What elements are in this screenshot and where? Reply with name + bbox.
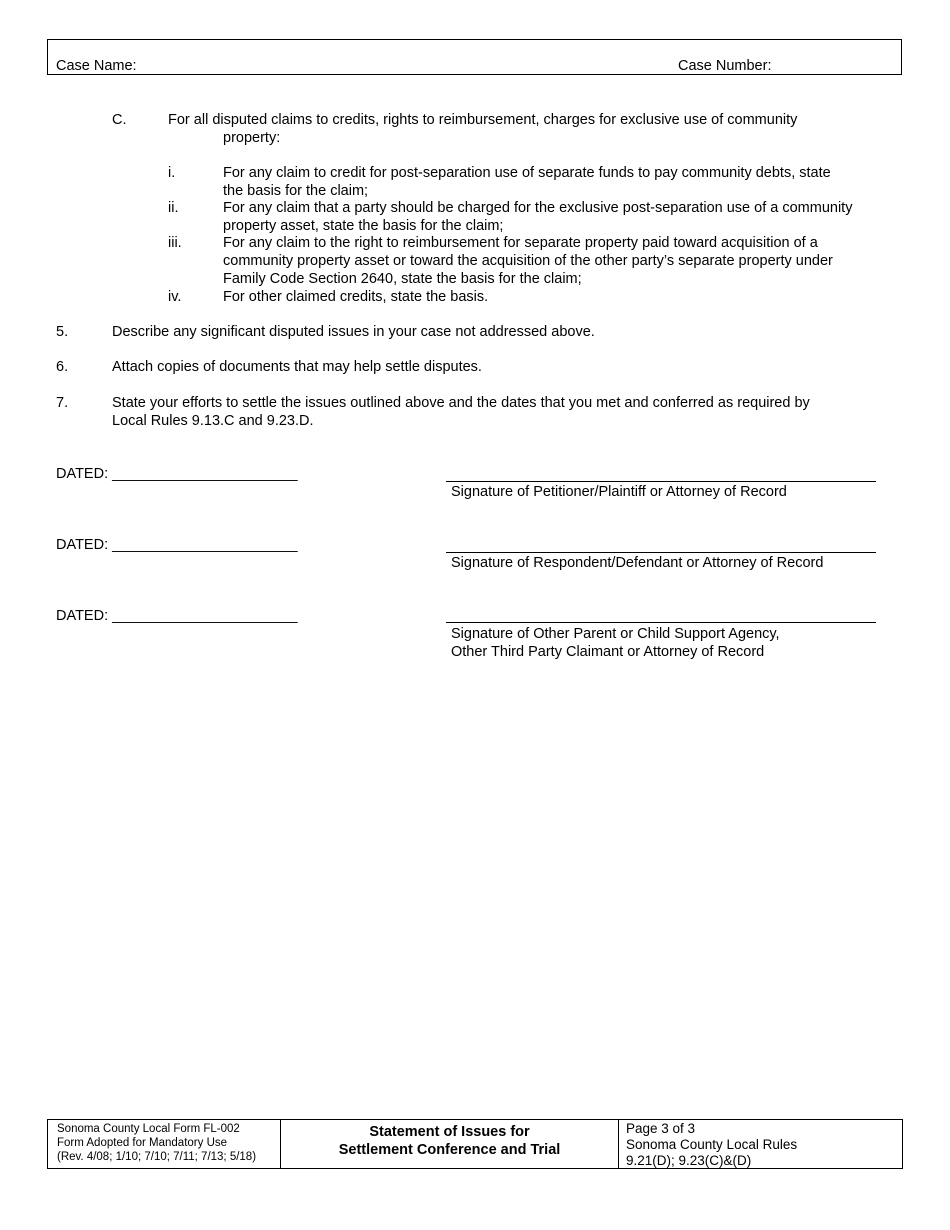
footer-title-line: Settlement Conference and Trial	[338, 1142, 561, 1158]
sub-item-text: For any claim to credit for post-separation use of separate funds to pay community debts, state	[223, 165, 831, 181]
signature-line[interactable]	[446, 481, 876, 482]
footer-rules-line: Sonoma County Local Rules	[626, 1137, 798, 1152]
case-number-label: Case Number:	[678, 58, 772, 74]
item-text: Attach copies of documents that may help settle disputes.	[112, 359, 482, 375]
footer-rules-line: 9.21(D); 9.23(C)&(D)	[626, 1153, 752, 1168]
signature-caption: Other Third Party Claimant or Attorney of Record	[451, 644, 765, 660]
form-footer	[47, 1119, 903, 1169]
footer-title-line: Statement of Issues for	[369, 1124, 530, 1140]
footer-form-info	[48, 1120, 281, 1168]
footer-page-info	[619, 1120, 902, 1168]
sub-item-text: the basis for the claim;	[223, 183, 369, 199]
section-c-text: property:	[223, 130, 281, 146]
footer-page-number: Page 3 of 3	[626, 1121, 696, 1136]
section-c-text: For all disputed claims to credits, rights to reimbursement, charges for exclusive use of community	[168, 112, 798, 128]
signature-line[interactable]	[446, 552, 876, 553]
sub-item-text: property asset, state the basis for the claim;	[223, 218, 504, 234]
sub-item-numeral: ii.	[168, 200, 179, 216]
footer-form-line: (Rev. 4/08; 1/10; 7/10; 7/11; 7/13; 5/18)	[57, 1151, 257, 1163]
section-c-letter: C.	[112, 112, 127, 128]
signature-caption: Signature of Respondent/Defendant or Attorney of Record	[451, 555, 824, 571]
item-number: 6.	[56, 359, 69, 375]
case-name-label: Case Name:	[56, 58, 137, 74]
sub-item-text: Family Code Section 2640, state the basis for the claim;	[223, 271, 582, 287]
signature-caption: Signature of Other Parent or Child Support Agency,	[451, 626, 780, 642]
dated-field[interactable]: DATED: _______________________	[56, 608, 298, 624]
sub-item-text: community property asset or toward the acquisition of the other party’s separate property under	[223, 253, 833, 269]
footer-form-line: Sonoma County Local Form FL-002	[57, 1123, 240, 1135]
item-number: 7.	[56, 395, 69, 411]
sub-item-numeral: iii.	[168, 235, 182, 251]
sub-item-text: For any claim to the right to reimbursement for separate property paid toward acquisition of a	[223, 235, 818, 251]
dated-field[interactable]: DATED: _______________________	[56, 466, 298, 482]
item-text: State your efforts to settle the issues outlined above and the dates that you met and conferred as required by	[112, 395, 810, 411]
item-number: 5.	[56, 324, 69, 340]
dated-field[interactable]: DATED: _______________________	[56, 537, 298, 553]
sub-item-numeral: i.	[168, 165, 176, 181]
signature-caption: Signature of Petitioner/Plaintiff or Attorney of Record	[451, 484, 787, 500]
signature-line[interactable]	[446, 622, 876, 623]
case-header-box	[47, 39, 902, 75]
footer-form-title	[281, 1120, 619, 1168]
sub-item-text: For other claimed credits, state the basis.	[223, 289, 489, 305]
sub-item-numeral: iv.	[168, 289, 182, 305]
item-text: Describe any significant disputed issues in your case not addressed above.	[112, 324, 595, 340]
footer-form-line: Form Adopted for Mandatory Use	[57, 1137, 228, 1149]
sub-item-text: For any claim that a party should be charged for the exclusive post-separation use of a community	[223, 200, 853, 216]
item-text: Local Rules 9.13.C and 9.23.D.	[112, 413, 314, 429]
